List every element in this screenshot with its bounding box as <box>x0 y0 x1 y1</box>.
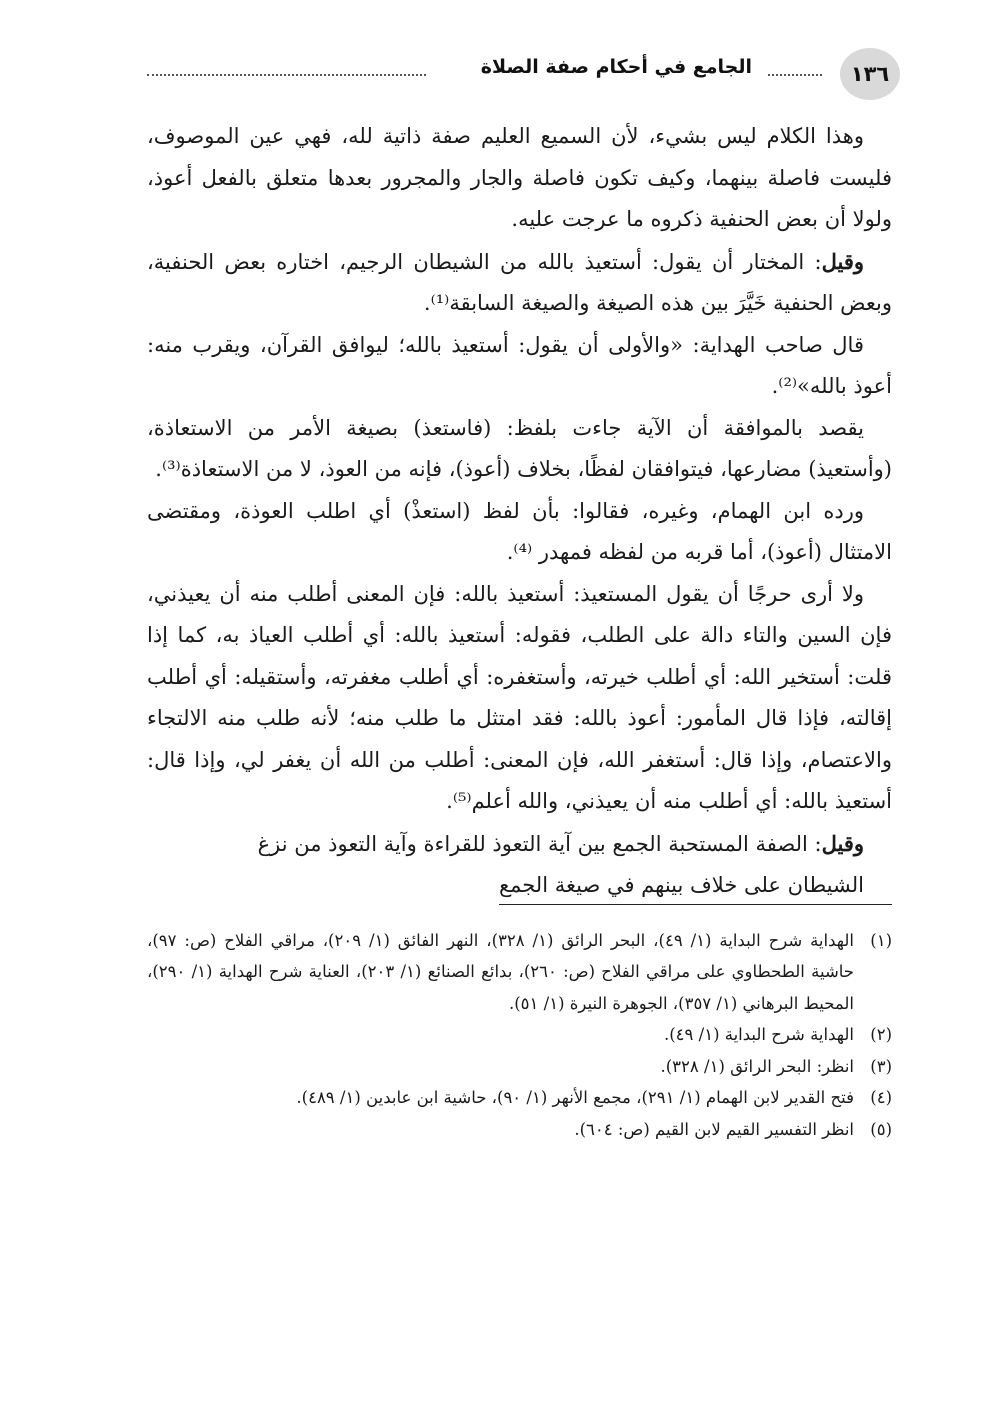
paragraph <box>147 116 892 241</box>
footnote-number: (٣) <box>870 1056 892 1076</box>
paragraph <box>147 325 892 408</box>
paragraph <box>147 241 892 325</box>
paragraph <box>147 823 892 907</box>
paragraph-text: وهذا الكلام ليس بشيء، لأن السميع العليم صفة ذاتية لله، فهي عين الموصوف، فليست فاصلة بينهما، وكيف تكون فاصلة والجار والمجرور بعدها متعلق بالفعل أعوذ، ولولا أن بعض الحنفية ذكروه ما عرجت عليه. <box>147 124 892 231</box>
footnote-number: (٢) <box>870 1025 892 1044</box>
main-text <box>147 116 892 907</box>
footnote-number: (١) <box>870 930 892 950</box>
continued-line-underlined: الشيطان على خلاف بينهم في صيغة الجمع <box>499 868 892 905</box>
paragraph-text: : الصفة المستحبة الجمع بين آية التعوذ للقراءة وآية التعوذ من نزغ <box>257 831 822 856</box>
footnote <box>147 1019 892 1051</box>
paragraph-text: ورده ابن الهمام، وغيره، فقالوا: بأن لفظ (استعذْ) أي اطلب العوذة، ومقتضى الامتثال (أعوذ)، أما قربه من لفظه فمهدر ⁽⁴⁾. <box>147 498 892 564</box>
book-title: الجامع في أحكام صفة الصلاة <box>480 56 752 78</box>
paragraph-text: : المختار أن يقول: أستعيذ بالله من الشيطان الرجيم، اختاره بعض الحنفية، وبعض الحنفية خَيَّرَ بين هذه الصيغة والصيغة السابقة⁽¹⁾. <box>147 249 892 315</box>
footnote-text: الهداية شرح البداية (١/ ٤٩)، البحر الرائق (١/ ٣٢٨)، النهر الفائق (١/ ٢٠٩)، مراقي الفلاح (ص: ٩٧)، حاشية الطحطاوي على مراقي الفلاح (ص: ٢٦٠)، بدائع الصنائع (١/ ٢٠٣)، العناية شرح الهداية (١/ ٢٩٠)، المحيط البرهاني (١/ ٣٥٧)، الجوهرة النيرة (١/ ٥١). <box>147 930 854 1013</box>
header-dotted-rule-left <box>147 74 426 76</box>
footnote-text: انظر: البحر الرائق (١/ ٣٢٨). <box>660 1056 854 1076</box>
footnote-number: (٥) <box>870 1119 892 1139</box>
footnote-text: انظر التفسير القيم لابن القيم (ص: ٦٠٤). <box>574 1119 854 1139</box>
paragraph-lead-word: وقيل <box>821 830 864 856</box>
footnote <box>147 1051 892 1083</box>
footnote <box>147 1114 892 1146</box>
paragraph-text: قال صاحب الهداية: «والأولى أن يقول: أستعيذ بالله؛ ليوافق القرآن، ويقرب منه: أعوذ بالله»⁽²⁾. <box>147 332 892 398</box>
footnote-text: الهداية شرح البداية (١/ ٤٩). <box>663 1025 854 1044</box>
running-header <box>147 44 892 106</box>
page-number-badge: ١٣٦ <box>840 48 900 100</box>
footnote-text: فتح القدير لابن الهمام (١/ ٢٩١)، مجمع الأنهر (١/ ٩٠)، حاشية ابن عابدين (١/ ٤٨٩). <box>296 1088 854 1107</box>
book-page <box>147 44 892 1145</box>
paragraph-text: ولا أرى حرجًا أن يقول المستعيذ: أستعيذ بالله: فإن المعنى أطلب منه أن يعيذني، فإن السين والتاء دالة على الطلب، فقوله: أستعيذ بالله: أي أطلب العياذ به، كما إذا قلت: أستخير الله: أي أطلب خيرته، وأستغفره: أي أطلب مغفرته، وأستقيله: أي أطلب إقالته، فإذا قال المأمور: أعوذ بالله: فقد امتثل ما طلب منه؛ لأنه طلب منه الالتجاء والاعتصام، وإذا قال: أستغفر الله، فإن المعنى: أطلب من الله أن يغفر لي، وإذا قال: أستعيذ بالله: أي أطلب منه أن يعيذني، والله أعلم⁽⁵⁾. <box>147 581 892 813</box>
header-dotted-rule-right <box>768 74 822 76</box>
paragraph <box>147 491 892 574</box>
paragraph-lead-word: وقيل <box>821 248 864 274</box>
paragraph <box>147 574 892 823</box>
footnote-number: (٤) <box>870 1088 892 1107</box>
paragraph-text: يقصد بالموافقة أن الآية جاءت بلفظ: (فاستعذ) بصيغة الأمر من الاستعاذة، (وأستعيذ) مضارعها، فيتوافقان لفظًا، بخلاف (أعوذ)، فإنه من العوذ، لا من الاستعاذة⁽³⁾. <box>147 415 892 481</box>
footnotes <box>147 925 892 1146</box>
footnote <box>147 925 892 1020</box>
footnote <box>147 1082 892 1114</box>
paragraph <box>147 408 892 491</box>
